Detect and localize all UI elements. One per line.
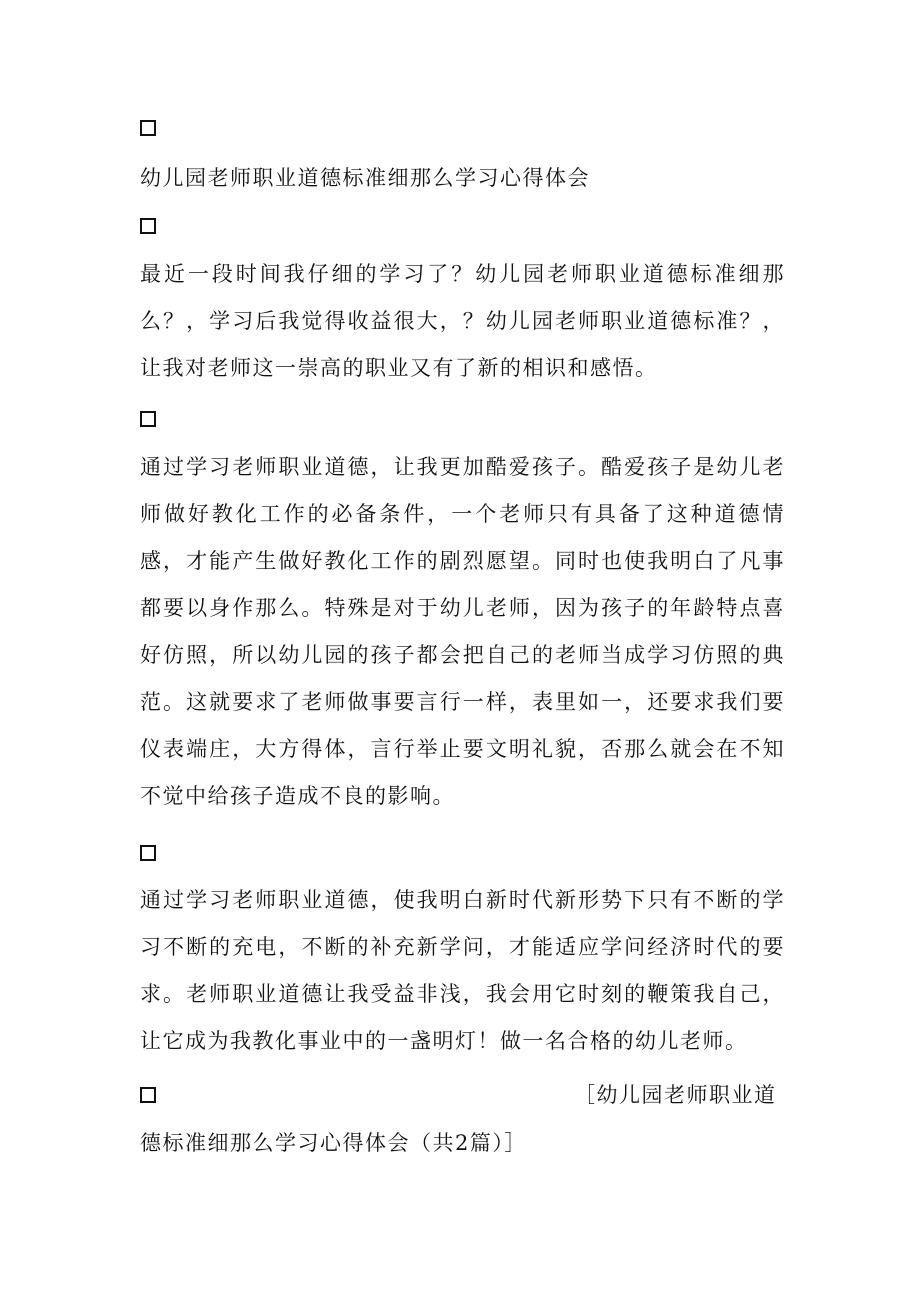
paragraph-continuous-learning: 通过学习老师职业道德，使我明白新时代新形势下只有不断的学习不断的充电，不断的补充新学问，才能适应学问经济时代的要求。老师职业道德让我受益非浅，我会用它时刻的鞭策我自己，让它成为我教化事业中的一盏明灯！做一名合格的幼儿老师。 (140, 888, 785, 1053)
checkbox-marker-5 (140, 1087, 156, 1103)
checkbox-marker-1 (140, 120, 156, 136)
checkbox-marker-2 (140, 218, 156, 234)
checkbox-marker-3 (140, 411, 156, 427)
document-title: 幼儿园老师职业道德标准细那么学习心得体会 (140, 166, 590, 190)
paragraph-intro: 最近一段时间我仔细的学习了？幼儿园老师职业道德标准细那么？，学习后我觉得收益很大，？幼儿园老师职业道德标准？，让我对老师这一崇高的职业又有了新的相识和感悟。 (140, 262, 785, 380)
footer-reference-line-2: 德标准细那么学习心得体会（共2篇）］ (140, 1131, 527, 1155)
footer-reference-line-1: ［幼儿园老师职业道 (574, 1083, 777, 1107)
checkbox-marker-4 (140, 845, 156, 861)
paragraph-love-children: 通过学习老师职业道德，让我更加酷爱孩子。酷爱孩子是幼儿老师做好教化工作的必备条件，一个老师只有具备了这种道德情感，才能产生做好教化工作的剧烈愿望。同时也使我明白了凡事都要以身作那么。特殊是对于幼儿老师，因为孩子的年龄特点喜好仿照，所以幼儿园的孩子都会把自己的老师当成学习仿照的典范。这就要求了老师做事要言行一样，表里如一，还要求我们要仪表端庄，大方得体，言行举止要文明礼貌，否那么就会在不知不觉中给孩子造成不良的影响。 (140, 455, 785, 808)
